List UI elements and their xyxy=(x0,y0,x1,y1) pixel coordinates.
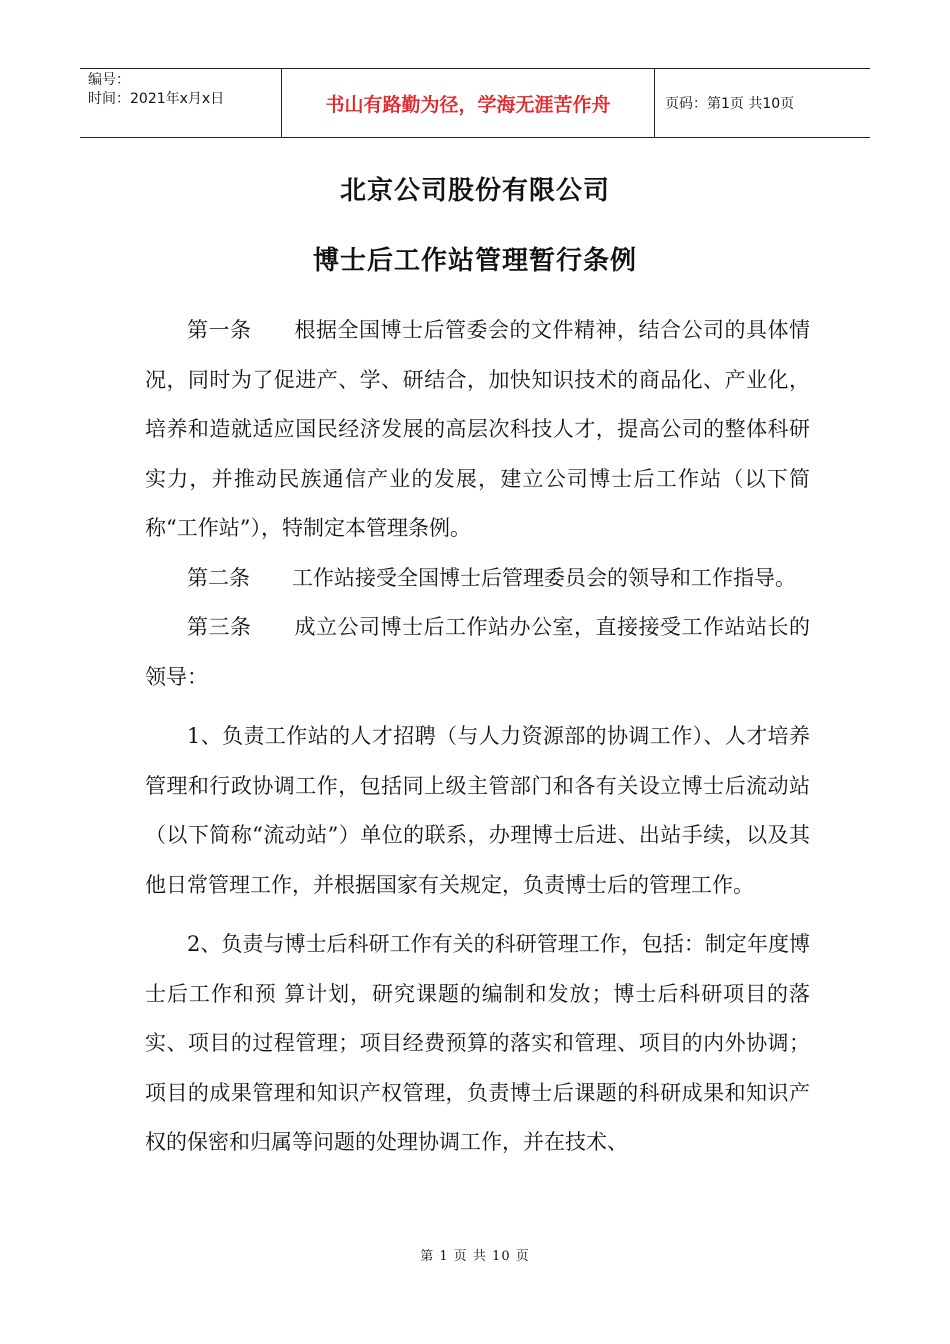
document-title: 北京公司股份有限公司 xyxy=(339,176,610,206)
paragraph-article-2: 第二条 工作站接受全国博士后管理委员会的领导和工作指导。 xyxy=(187,565,796,590)
paragraph-article-3: 第三条 成立公司博士后工作站办公室，直接接受工作站站长的领导： xyxy=(145,615,810,689)
document-subtitle: 博士后工作站管理暂行条例 xyxy=(312,246,637,276)
header-page-info: 页码：第1页 共10页 xyxy=(665,96,795,112)
paragraph-item-2: 2、负责与博士后科研工作有关的科研管理工作，包括：制定年度博士后工作和预 算计划，研究课题的编制和发放；博士后科研项目的落实、项目的过程管理；项目经费预算的落实和管理、项目的内外协调；项目的成果管理和知识产权管理，负责博士后课题的科研成果和知识产权的保密和归属等问题的处理协调工作，并在技术、 xyxy=(145,932,810,1154)
document-code-label: 编号： xyxy=(88,72,130,88)
paragraph-article-1: 第一条 根据全国博士后管委会的文件精神，结合公司的具体情况，同时为了促进产、学、研结合，加快知识技术的商品化、产业化，培养和造就适应国民经济发展的高层次科技人才，提高公司的整体科研实力，并推动民族通信产业的发展，建立公司博士后工作站（以下简称“工作站”），特制定本管理条例。 xyxy=(145,318,810,540)
page-footer: 第 1 页 共 10 页 xyxy=(420,1249,530,1264)
paragraph-item-1: 1、负责工作站的人才招聘（与人力资源部的协调工作）、人才培养管理和行政协调工作，包括同上级主管部门和各有关设立博士后流动站（以下简称“流动站”）单位的联系，办理博士后进、出站手续，以及其他日常管理工作，并根据国家有关规定，负责博士后的管理工作。 xyxy=(145,724,810,897)
header-meta xyxy=(80,69,282,137)
document-header xyxy=(80,68,870,138)
document-date: 时间：2021年x月x日 xyxy=(88,91,225,107)
header-motto: 书山有路勤为径，学海无涯苦作舟 xyxy=(282,69,655,137)
document-body xyxy=(145,306,810,1168)
